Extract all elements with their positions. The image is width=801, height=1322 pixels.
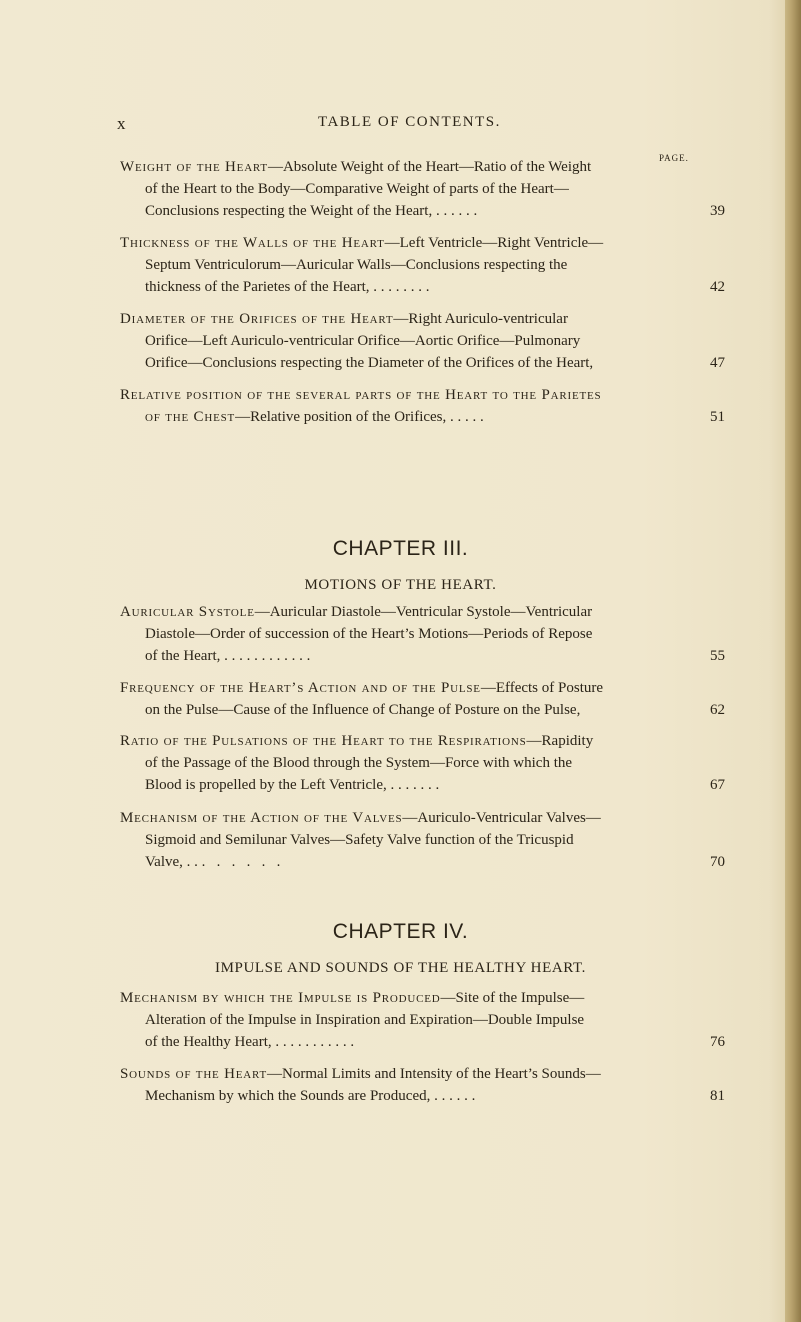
page-number: 39 xyxy=(710,203,725,219)
entry-heading: Ratio of the Pulsations of the Heart to the Respirations xyxy=(120,733,527,749)
toc-entry xyxy=(120,601,725,667)
entry-text: Septum Ventriculorum—Auricular Walls—Conclusions respecting the xyxy=(145,257,568,273)
toc-entry xyxy=(120,730,725,796)
page-edge xyxy=(785,0,801,1322)
entry-text: —Effects of Posture xyxy=(480,680,604,696)
dot-leader: . . . . . . . . xyxy=(373,279,430,295)
entry-text: —Relative position of the Orifices, xyxy=(235,409,447,425)
page-number: 81 xyxy=(710,1088,725,1104)
entry-text: —Site of the Impulse— xyxy=(440,990,585,1006)
entry-text: Orifice—Left Auriculo-ventricular Orifice—Aortic Orifice—Pulmonary xyxy=(145,333,581,349)
running-title: TABLE OF CONTENTS. xyxy=(318,114,501,130)
toc-entry xyxy=(120,308,725,374)
entry-heading: Weight of the Heart xyxy=(120,159,268,175)
entry-text: thickness of the Parietes of the Heart, xyxy=(145,279,370,295)
page-column-label: PAGE. xyxy=(659,153,689,163)
entry-text: Sigmoid and Semilunar Valves—Safety Valve function of the Tricuspid xyxy=(145,832,574,848)
entry-heading: Diameter of the Orifices of the Heart xyxy=(120,311,394,327)
entry-text: —Auriculo-Ventricular Valves— xyxy=(402,810,601,826)
entry-text: Valve, xyxy=(145,854,183,870)
toc-entry xyxy=(120,987,725,1053)
page-number: 70 xyxy=(710,854,725,870)
page-number: 42 xyxy=(710,279,725,295)
entry-text: —Auricular Diastole—Ventricular Systole—Ventricular xyxy=(254,604,593,620)
entry-text: Mechanism by which the Sounds are Produced, xyxy=(145,1088,431,1104)
entry-text: —Left Ventricle—Right Ventricle— xyxy=(384,235,604,251)
chapter-subtitle: MOTIONS OF THE HEART. xyxy=(304,577,497,593)
chapter-subtitle: IMPULSE AND SOUNDS OF THE HEALTHY HEART. xyxy=(214,960,587,976)
entry-text: Alteration of the Impulse in Inspiration and Expiration—Double Impulse xyxy=(145,1012,585,1028)
page-header xyxy=(0,114,801,134)
entry-text: on the Pulse—Cause of the Influence of Change of Posture on the Pulse, xyxy=(145,702,581,718)
page-number: 62 xyxy=(710,702,725,718)
entry-text: Blood is propelled by the Left Ventricle, xyxy=(145,777,387,793)
entry-text: Orifice—Conclusions respecting the Diameter of the Orifices of the Heart, xyxy=(145,355,594,371)
toc-entry xyxy=(120,384,725,428)
page-number: 51 xyxy=(710,409,725,425)
entry-text: of the Heart to the Body—Comparative Weight of parts of the Heart— xyxy=(145,181,569,197)
dot-leader: . . . . . . . . . . . xyxy=(275,1034,355,1050)
page-number: 67 xyxy=(710,777,725,793)
dot-leader: . . . . . . xyxy=(434,1088,476,1104)
entry-heading: Thickness of the Walls of the Heart xyxy=(120,235,385,251)
entry-text: of the Heart, xyxy=(145,648,221,664)
page-number: 47 xyxy=(710,355,725,371)
entry-text: —Absolute Weight of the Heart—Ratio of the Weight xyxy=(267,159,592,175)
dot-leader: . . . . . . . . . . . . xyxy=(224,648,311,664)
entry-text: Diastole—Order of succession of the Heart’s Motions—Periods of Repose xyxy=(145,626,593,642)
toc-entry xyxy=(120,807,725,873)
dot-leader: . . . . . . xyxy=(435,203,478,219)
entry-heading: Mechanism of the Action of the Valves xyxy=(120,810,403,826)
chapter-heading: CHAPTER III. xyxy=(332,537,469,560)
entry-heading: Sounds of the Heart xyxy=(120,1066,268,1082)
toc-entry xyxy=(120,677,725,721)
dot-leader: . . . . . xyxy=(450,409,484,425)
entry-heading: Auricular Systole xyxy=(120,604,255,620)
toc-entry xyxy=(120,1063,725,1107)
entry-heading: of the Chest xyxy=(145,409,236,425)
entry-text: —Normal Limits and Intensity of the Heart’s Sounds— xyxy=(267,1066,601,1082)
page-number: 76 xyxy=(710,1034,725,1050)
entry-heading: Relative position of the several parts of the Heart to the Parietes xyxy=(120,387,602,403)
entry-heading: Frequency of the Heart’s Action and of the Pulse xyxy=(120,680,481,696)
toc-entry xyxy=(120,232,725,298)
page-folio: x xyxy=(117,114,127,133)
dot-leader: . . . . . . . . xyxy=(186,854,281,870)
entry-text: of the Healthy Heart, xyxy=(145,1034,272,1050)
entry-heading: Mechanism by which the Impulse is Produced xyxy=(120,990,441,1006)
page-number: 55 xyxy=(710,648,725,664)
entry-text: —Rapidity xyxy=(526,733,594,749)
entry-text: —Right Auriculo-ventricular xyxy=(393,311,568,327)
entry-text: of the Passage of the Blood through the System—Force with which the xyxy=(145,755,573,771)
toc-entry xyxy=(120,156,725,222)
entry-text: Conclusions respecting the Weight of the Heart, xyxy=(145,203,433,219)
dot-leader: . . . . . . . xyxy=(390,777,440,793)
chapter-heading: CHAPTER IV. xyxy=(332,920,469,943)
